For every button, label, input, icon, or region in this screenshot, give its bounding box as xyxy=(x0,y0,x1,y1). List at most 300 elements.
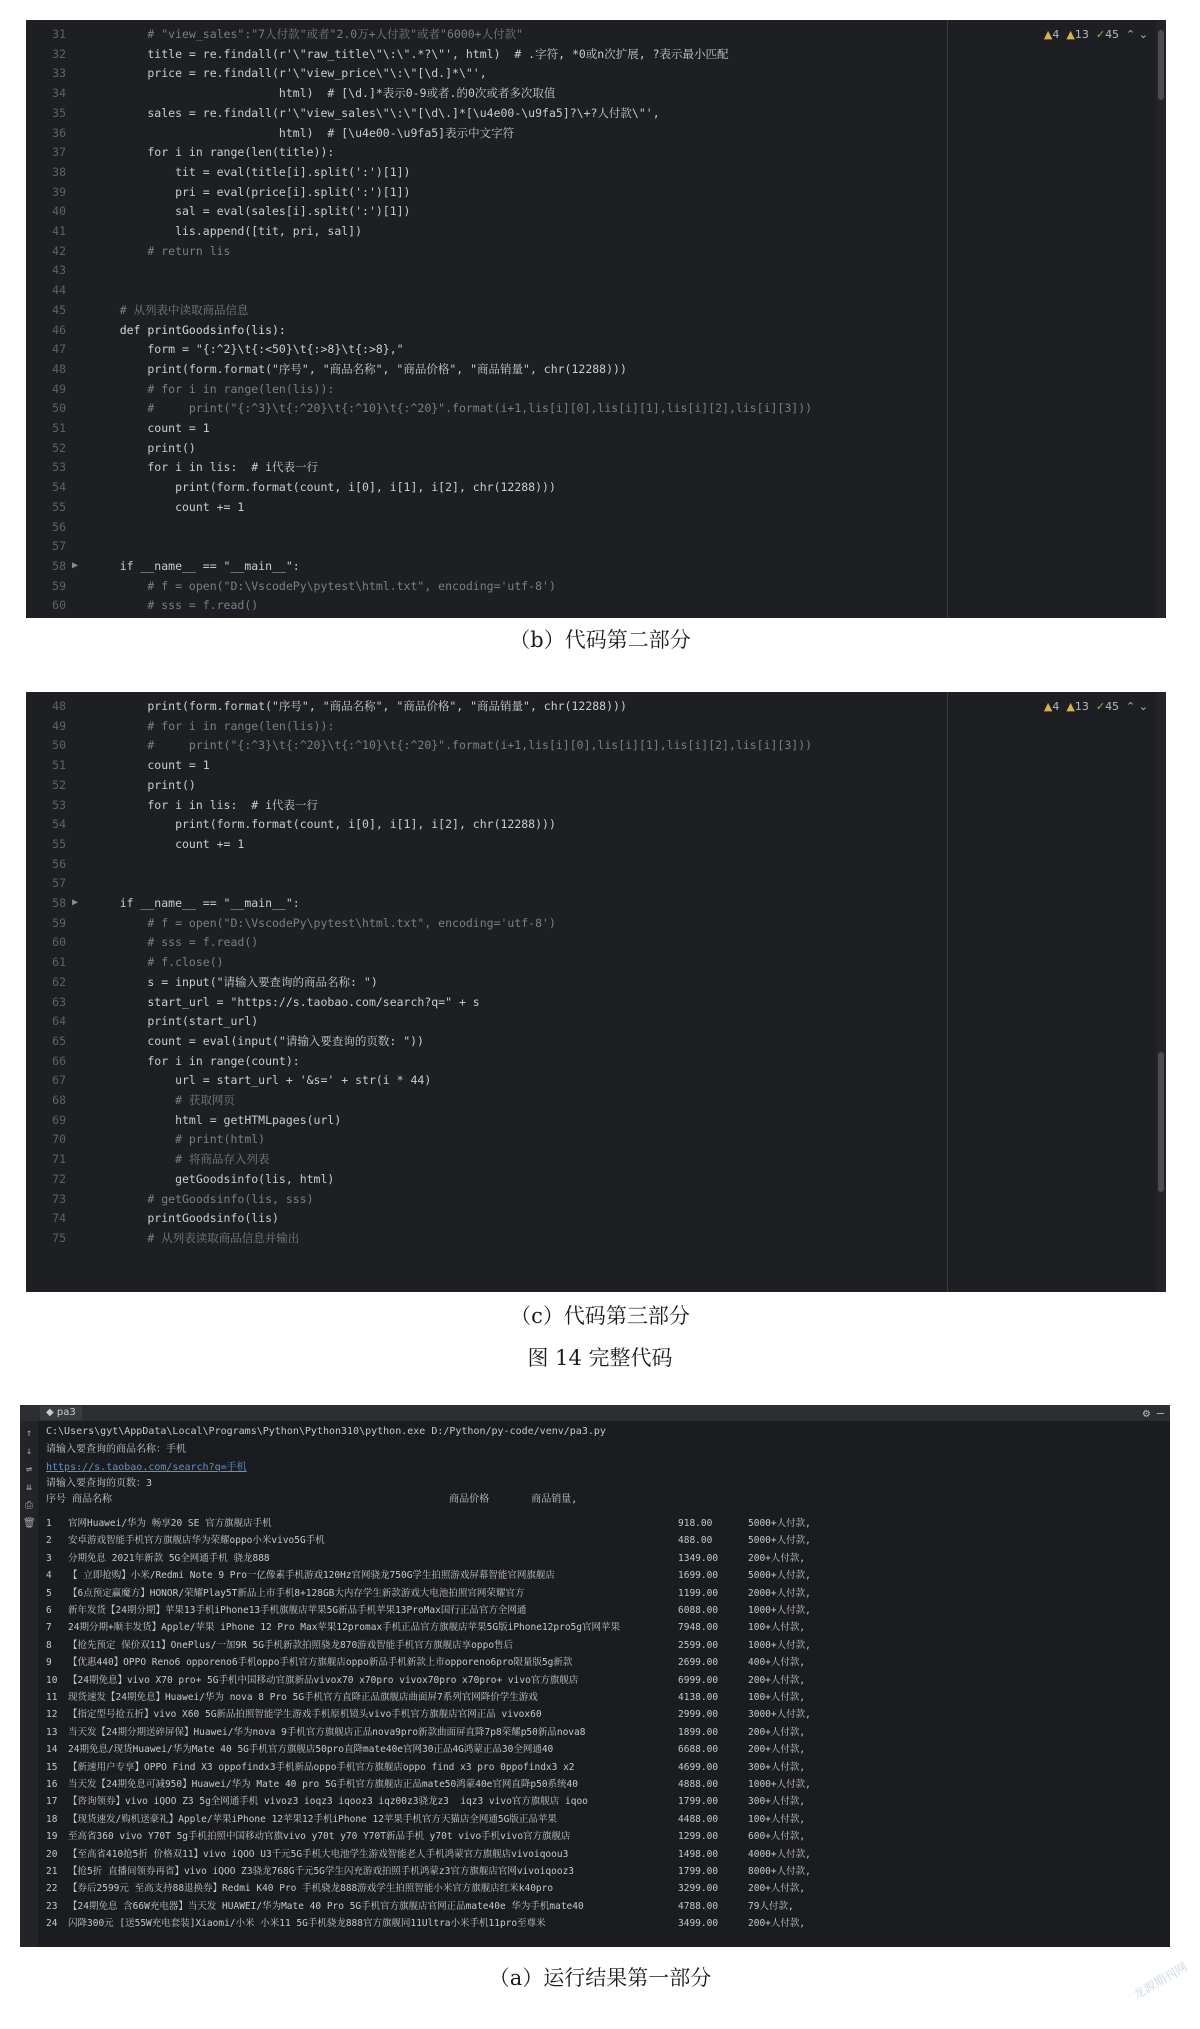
result-n: 19 xyxy=(46,1831,58,1843)
line-number: 31 xyxy=(52,27,66,41)
line-number: 58 xyxy=(52,896,66,910)
line-number: 37 xyxy=(52,145,66,160)
code-text: for i in range(count): xyxy=(92,1053,300,1068)
code-line[interactable] xyxy=(26,182,1166,202)
code-line[interactable] xyxy=(26,142,1166,162)
result-n: 24 xyxy=(46,1918,58,1930)
result-sales: 100+人付款, xyxy=(748,1692,806,1703)
result-row xyxy=(46,1639,811,1653)
result-sales: 2000+人付款, xyxy=(748,1587,811,1599)
console-prompt-name: 请输入要查询的商品名称：手机 xyxy=(46,1444,186,1455)
trash-icon[interactable]: 🗑 xyxy=(23,1518,36,1529)
code-line[interactable] xyxy=(26,755,1166,775)
result-sales: 3000+人付款, xyxy=(748,1709,811,1721)
code-text: # 从列表读取商品信息并输出 xyxy=(92,1230,300,1245)
inspection-widget[interactable] xyxy=(1044,700,1148,713)
result-name: 【现货速发/购机送豪礼】Apple/苹果iPhone 12苹果12手机iPhone 12苹果手机官方天猫店全网通5G版正品苹果 xyxy=(68,1813,557,1825)
code-line[interactable] xyxy=(26,260,1166,280)
code-line[interactable] xyxy=(26,1090,1166,1110)
result-price: 4138.00 xyxy=(678,1692,719,1703)
code-text: # sss = f.read() xyxy=(92,598,259,613)
result-sales: 1000+人付款, xyxy=(748,1605,811,1616)
line-number: 59 xyxy=(52,578,66,593)
result-row xyxy=(46,1587,811,1601)
result-sales: 300+人付款, xyxy=(748,1761,806,1773)
code-line[interactable] xyxy=(26,1189,1166,1209)
ok-count: 45 xyxy=(1105,700,1120,713)
run-gutter-icon[interactable]: ▶ xyxy=(72,897,79,908)
code-line[interactable] xyxy=(26,477,1166,497)
minimize-icon[interactable]: — xyxy=(1156,1406,1164,1420)
result-price: 4699.00 xyxy=(678,1761,719,1773)
code-text: # 将商品存入列表 xyxy=(92,1152,270,1167)
code-line[interactable] xyxy=(26,1070,1166,1090)
result-row xyxy=(46,1743,805,1757)
code-text: count += 1 xyxy=(92,836,245,851)
result-sales: 300+人付款, xyxy=(748,1796,806,1808)
result-sales: 79人付款, xyxy=(748,1900,794,1912)
result-n: 9 xyxy=(46,1657,52,1669)
line-number: 38 xyxy=(52,164,66,179)
line-number: 48 xyxy=(52,361,66,376)
code-line[interactable] xyxy=(26,1051,1166,1071)
code-text: # print(html) xyxy=(92,1132,266,1147)
result-sales: 200+人付款, xyxy=(748,1552,806,1564)
code-text: # for i in range(len(lis)): xyxy=(92,718,335,733)
code-line[interactable] xyxy=(26,379,1166,399)
code-line[interactable] xyxy=(26,556,1166,576)
line-number: 32 xyxy=(52,46,66,61)
result-n: 12 xyxy=(46,1709,58,1721)
code-text: print() xyxy=(92,777,196,792)
result-name: 当天发【24期免息可减950】Huawei/华为 Mate 40 pro 5G手机官方旗舰店正品mate50鸿蒙40e官网直降p50系统40 xyxy=(68,1779,578,1790)
line-number: 33 xyxy=(52,66,66,81)
code-text: # sss = f.read() xyxy=(92,935,259,950)
code-text: # 从列表中读取商品信息 xyxy=(92,302,249,317)
warning-icon: ▲ xyxy=(1043,700,1053,713)
caption-b: （b）代码第二部分 xyxy=(509,628,691,652)
result-n: 21 xyxy=(46,1866,58,1877)
result-n: 18 xyxy=(46,1813,58,1825)
line-number: 62 xyxy=(52,974,66,989)
result-name: 24期免息/现货Huawei/华为Mate 40 5G手机官方旗舰店50pro直降mate40e官网30正品4G鸿蒙正品30全网通40 xyxy=(68,1744,554,1756)
code-line[interactable] xyxy=(26,873,1166,893)
code-line[interactable] xyxy=(26,1208,1166,1228)
editor-area[interactable] xyxy=(26,692,1166,1292)
warning-icon: ▲ xyxy=(1043,28,1053,41)
right-margin-guide xyxy=(947,692,948,1292)
result-n: 1 xyxy=(46,1518,52,1529)
code-text: printGoodsinfo(lis) xyxy=(92,1211,279,1226)
result-n: 7 xyxy=(46,1622,52,1634)
result-name: 【 立即抢购】小米/Redmi Note 9 Pro一亿像素手机游戏120Hz官网骁龙750G学生拍照游戏屏幕智能官网旗舰店 xyxy=(68,1570,555,1582)
line-number: 74 xyxy=(52,1211,66,1226)
result-row xyxy=(46,1778,811,1792)
line-number: 48 xyxy=(52,699,66,713)
code-text: print(start_url) xyxy=(92,1014,259,1029)
arrow-down-icon[interactable]: ↓ xyxy=(25,1446,33,1457)
code-text: # f.close() xyxy=(92,955,224,970)
code-text: # return lis xyxy=(92,243,231,258)
code-line[interactable] xyxy=(26,103,1166,123)
line-number: 45 xyxy=(52,302,66,317)
line-number: 55 xyxy=(52,836,66,851)
code-line[interactable] xyxy=(26,716,1166,736)
code-line[interactable] xyxy=(26,1169,1166,1189)
result-row xyxy=(46,1813,805,1827)
result-name: 【24期免息】vivo X70 pro+ 5G手机中国移动官旗新品vivox70 x70pro vivox70pro x70pro+ vivo官方旗舰店 xyxy=(68,1674,579,1686)
code-text: print(form.format("序号", "商品名称", "商品价格", "商品销量", chr(12288))) xyxy=(92,699,627,713)
result-row xyxy=(46,1830,805,1844)
result-price: 6088.00 xyxy=(678,1605,719,1616)
code-text: count = eval(input("请输入要查询的页数: ")) xyxy=(92,1033,424,1048)
code-line[interactable] xyxy=(26,972,1166,992)
result-price: 1349.00 xyxy=(678,1552,719,1564)
line-number: 64 xyxy=(52,1014,66,1029)
run-console[interactable] xyxy=(20,1405,1170,1947)
result-sales: 1000+人付款, xyxy=(748,1779,811,1790)
line-number: 42 xyxy=(52,243,66,258)
code-text: # for i in range(len(lis)): xyxy=(92,381,335,396)
code-line[interactable] xyxy=(26,696,1166,716)
code-text: html = getHTMLpages(url) xyxy=(92,1112,342,1127)
caption-c: （c）代码第三部分 xyxy=(510,1304,690,1328)
result-sales: 8000+人付款, xyxy=(748,1866,811,1877)
result-sales: 200+人付款, xyxy=(748,1744,806,1756)
result-n: 2 xyxy=(46,1535,52,1547)
code-line[interactable] xyxy=(26,83,1166,103)
code-text: # f = open("D:\VscodePy\pytest\html.txt", encoding='utf-8') xyxy=(92,915,556,930)
line-number: 57 xyxy=(52,876,66,891)
chevron-up-icon[interactable]: ⌃ xyxy=(1122,700,1136,713)
code-line[interactable] xyxy=(26,735,1166,755)
result-row xyxy=(46,1761,805,1775)
code-text: sales = re.findall(r'\"view_sales\"\:\"[\d\.]*[\u4e00-\u9fa5]?\+?人付款\"', xyxy=(92,105,660,120)
line-number: 66 xyxy=(52,1053,66,1068)
watermark: 龙源期刊网 xyxy=(1130,1959,1190,2002)
code-line[interactable] xyxy=(26,123,1166,143)
result-name: 【6点预定赢魔方】HONOR/荣耀Play5T新品上市手机8+128GB大内存学生新款游戏大电池拍照官网荣耀官方 xyxy=(68,1587,525,1599)
code-line[interactable] xyxy=(26,162,1166,182)
result-row xyxy=(46,1795,805,1809)
result-n: 14 xyxy=(46,1744,58,1756)
line-number: 69 xyxy=(52,1112,66,1127)
result-name: 【券后2599元 至高支持88退换券】Redmi K40 Pro 手机骁龙888游戏学生拍照智能小米官方旗舰店红米k40pro xyxy=(68,1883,554,1895)
code-text: pri = eval(price[i].split(':')[1]) xyxy=(92,184,411,199)
run-toolbar xyxy=(20,1421,38,1947)
code-line[interactable] xyxy=(26,201,1166,221)
result-name: 【24期免息 含66W充电器】当天发 HUAWEI/华为Mate 40 Pro 5G手机官方旗舰店官网正品mate40e 华为手机mate40 xyxy=(68,1900,584,1912)
code-text: tit = eval(title[i].split(':')[1]) xyxy=(92,164,411,179)
code-line[interactable] xyxy=(26,1129,1166,1149)
line-number: 53 xyxy=(52,797,66,812)
result-price: 3299.00 xyxy=(678,1883,719,1895)
weak-warning-count: 13 xyxy=(1074,28,1089,41)
result-row xyxy=(46,1726,805,1740)
line-number: 43 xyxy=(52,263,66,278)
result-row xyxy=(46,1848,811,1862)
result-sales: 4000+人付款, xyxy=(748,1848,811,1860)
line-number: 56 xyxy=(52,856,66,871)
code-line[interactable] xyxy=(26,1110,1166,1130)
result-sales: 200+人付款, xyxy=(748,1726,806,1738)
code-text: print(form.format(count, i[0], i[1], i[2], chr(12288))) xyxy=(92,817,556,832)
result-name: 闪降300元 [送55W充电套装]Xiaomi/小米 小米11 5G手机骁龙888官方旗舰同11Ultra小米手机11pro至尊米 xyxy=(68,1918,546,1930)
code-text: for i in lis: # i代表一行 xyxy=(92,460,319,475)
line-number: 51 xyxy=(52,421,66,435)
run-gutter-icon[interactable]: ▶ xyxy=(72,559,79,571)
python-icon: ◆ xyxy=(46,1407,57,1418)
result-name: 【新速用户专享】OPPO Find X3 oppofindx3手机新品oppo手机官方旗舰店oppo find x3 pro 0ppofindx3 x2 xyxy=(68,1761,575,1773)
figure-caption: 图 14 完整代码 xyxy=(527,1346,673,1370)
line-number: 36 xyxy=(52,125,66,140)
result-n: 5 xyxy=(46,1587,52,1599)
run-tab-bar xyxy=(20,1405,1170,1421)
code-text: # "view_sales":"7人付款"或者"2.0万+人付款"或者"6000+人付款" xyxy=(92,27,524,41)
code-line[interactable] xyxy=(26,517,1166,537)
scrollbar-thumb[interactable] xyxy=(1158,1052,1164,1192)
code-line[interactable] xyxy=(26,1228,1166,1248)
code-line[interactable] xyxy=(26,854,1166,874)
result-sales: 100+人付款, xyxy=(748,1813,806,1825)
code-text: def printGoodsinfo(lis): xyxy=(92,322,286,337)
line-number: 59 xyxy=(52,915,66,930)
result-n: 16 xyxy=(46,1779,58,1790)
code-text: price = re.findall(r'\"view_price\"\:\"[\d.]*\"', xyxy=(92,66,487,81)
line-number: 60 xyxy=(52,598,66,613)
code-line[interactable] xyxy=(26,932,1166,952)
result-row xyxy=(46,1604,811,1618)
line-number: 49 xyxy=(52,381,66,396)
code-line[interactable] xyxy=(26,320,1166,340)
result-row xyxy=(46,1674,805,1688)
result-name: 【抢5折 直播间领券再省】vivo iQOO Z3骁龙768G千元5G学生闪充游戏拍照手机鸿蒙z3官方旗舰店官网vivoiqooz3 xyxy=(68,1866,575,1877)
result-price: 7948.00 xyxy=(678,1622,719,1634)
line-number: 70 xyxy=(52,1132,66,1147)
console-url-link[interactable]: https://s.taobao.com/search?q=手机 xyxy=(46,1462,247,1473)
code-line[interactable] xyxy=(26,359,1166,379)
code-text: url = start_url + '&s=' + str(i * 44) xyxy=(92,1073,432,1088)
line-number: 52 xyxy=(52,777,66,792)
result-name: 安卓游戏智能手机官方旗舰店华为荣耀oppo小米vivo5G手机 xyxy=(68,1535,325,1547)
result-n: 4 xyxy=(46,1570,52,1582)
chevron-down-icon[interactable]: ⌄ xyxy=(1138,28,1148,41)
code-line[interactable] xyxy=(26,63,1166,83)
result-price: 1498.00 xyxy=(678,1848,719,1860)
line-number: 46 xyxy=(52,322,66,337)
code-text: for i in lis: # i代表一行 xyxy=(92,797,319,812)
result-name: 官网Huawei/华为 畅享20 SE 官方旗舰店手机 xyxy=(68,1518,272,1529)
result-price: 4788.00 xyxy=(678,1900,719,1912)
result-row xyxy=(46,1691,805,1705)
line-number: 54 xyxy=(52,817,66,832)
result-price: 4488.00 xyxy=(678,1813,719,1825)
result-name: 【抢先预定 保价双11】OnePlus/一加9R 5G手机新款拍照骁龙870游戏智能手机官方旗舰店享oppo售后 xyxy=(68,1639,514,1651)
code-line[interactable] xyxy=(26,1149,1166,1169)
code-text: form = "{:^2}\t{:<50}\t{:>8}\t{:>8}," xyxy=(92,342,404,357)
result-price: 2999.00 xyxy=(678,1709,719,1721)
result-row xyxy=(46,1917,805,1931)
code-line[interactable] xyxy=(26,438,1166,458)
result-price: 1699.00 xyxy=(678,1570,719,1582)
line-number: 55 xyxy=(52,499,66,514)
warning-count: 4 xyxy=(1052,28,1060,41)
code-line[interactable] xyxy=(26,300,1166,320)
code-line[interactable] xyxy=(26,536,1166,556)
code-line[interactable] xyxy=(26,418,1166,438)
result-sales: 100+人付款, xyxy=(748,1622,806,1634)
result-sales: 200+人付款, xyxy=(748,1674,806,1686)
code-text: count = 1 xyxy=(92,421,210,435)
soft-wrap-icon[interactable]: ⇌ xyxy=(25,1464,33,1475)
code-text: print(form.format("序号", "商品名称", "商品价格", "商品销量", chr(12288))) xyxy=(92,361,627,376)
line-number: 44 xyxy=(52,283,66,298)
console-prompt-pages: 请输入要查询的页数：3 xyxy=(46,1478,153,1489)
result-sales: 200+人付款, xyxy=(748,1883,806,1895)
result-name: 现货速发【24期免息】Huawei/华为 nova 8 Pro 5G手机官方直降正品旗舰店曲面屏7系列官网降价学生游戏 xyxy=(68,1692,538,1703)
typo-check-icon: ✓ xyxy=(1092,28,1106,41)
result-row xyxy=(46,1569,811,1583)
result-sales: 600+人付款, xyxy=(748,1831,806,1843)
code-text: # getGoodsinfo(lis, sss) xyxy=(92,1191,314,1206)
line-number: 57 xyxy=(52,539,66,554)
result-n: 13 xyxy=(46,1726,58,1738)
code-line[interactable] xyxy=(26,913,1166,933)
inspection-widget[interactable] xyxy=(1044,28,1148,41)
code-editor-part3[interactable] xyxy=(26,692,1166,1292)
vertical-scrollbar[interactable] xyxy=(1156,692,1166,1292)
line-number: 68 xyxy=(52,1093,66,1107)
code-line[interactable] xyxy=(26,497,1166,517)
line-number: 51 xyxy=(52,758,66,773)
code-line[interactable] xyxy=(26,339,1166,359)
line-number: 72 xyxy=(52,1171,66,1186)
right-margin-guide xyxy=(947,20,948,618)
print-icon[interactable]: ⎙ xyxy=(25,1500,33,1511)
result-price: 918.00 xyxy=(678,1518,713,1529)
line-number: 41 xyxy=(52,224,66,238)
result-price: 1199.00 xyxy=(678,1587,719,1599)
code-line[interactable] xyxy=(26,221,1166,241)
line-number: 67 xyxy=(52,1073,66,1088)
code-text: # 获取网页 xyxy=(92,1093,235,1107)
line-number: 53 xyxy=(52,460,66,475)
result-name: 分期免息 2021年新款 5G全网通手机 骁龙888 xyxy=(68,1552,270,1564)
code-line[interactable] xyxy=(26,457,1166,477)
code-line[interactable] xyxy=(26,1011,1166,1031)
result-n: 22 xyxy=(46,1883,58,1895)
code-text: count = 1 xyxy=(92,758,210,773)
code-line[interactable] xyxy=(26,952,1166,972)
line-number: 50 xyxy=(52,401,66,416)
result-price: 2599.00 xyxy=(678,1639,719,1651)
code-line[interactable] xyxy=(26,992,1166,1012)
result-price: 4888.00 xyxy=(678,1779,719,1790)
gear-icon[interactable]: ⚙ xyxy=(1142,1406,1150,1420)
line-number: 65 xyxy=(52,1033,66,1048)
result-name: 24期分期+顺丰发货】Apple/苹果 iPhone 12 Pro Max苹果12promax手机正品官方旗舰店苹果5G版iPhone12pro5g官网苹果 xyxy=(68,1622,620,1634)
result-sales: 1000+人付款, xyxy=(748,1639,811,1651)
code-text: print() xyxy=(92,440,196,455)
vertical-scrollbar[interactable] xyxy=(1156,20,1166,618)
line-number: 52 xyxy=(52,440,66,455)
result-name: 【指定型号抢五折】vivo X60 5G新品拍照智能学生游戏手机原机镜头vivo手机官方旗舰店官网正品 vivox60 xyxy=(68,1709,542,1721)
line-number: 54 xyxy=(52,480,66,495)
result-row xyxy=(46,1708,811,1722)
result-sales: 200+人付款, xyxy=(748,1918,806,1930)
line-number: 50 xyxy=(52,738,66,753)
line-number: 71 xyxy=(52,1152,66,1167)
code-text: if __name__ == "__main__": xyxy=(92,558,300,573)
result-price: 2699.00 xyxy=(678,1657,719,1669)
result-price: 6688.00 xyxy=(678,1744,719,1756)
chevron-down-icon[interactable]: ⌄ xyxy=(1138,700,1148,713)
result-sales: 5000+人付款, xyxy=(748,1570,811,1582)
arrow-up-icon[interactable]: ↑ xyxy=(25,1428,33,1439)
code-line[interactable] xyxy=(26,576,1166,596)
result-row xyxy=(46,1865,811,1879)
line-number: 61 xyxy=(52,955,66,970)
result-price: 1299.00 xyxy=(678,1831,719,1843)
result-name: 【优惠440】OPPO Reno6 opporeno6手机oppo手机官方旗舰店oppo新品手机新款上市opporeno6pro限量版5g新款 xyxy=(68,1657,573,1669)
caption-a: （a）运行结果第一部分 xyxy=(488,1966,712,1990)
code-line[interactable] xyxy=(26,795,1166,815)
result-sales: 5000+人付款, xyxy=(748,1535,811,1547)
code-line[interactable] xyxy=(26,893,1166,913)
chevron-up-icon[interactable]: ⌃ xyxy=(1122,28,1136,41)
result-row xyxy=(46,1517,811,1531)
result-name: 当天发【24期分期送碎屏保】Huawei/华为nova 9手机官方旗舰店正品nova9pro新款曲面屏直降7p8荣耀p50新品nova8 xyxy=(68,1726,586,1738)
ok-count: 45 xyxy=(1105,28,1120,41)
result-sales: 5000+人付款, xyxy=(748,1518,811,1529)
weak-warning-icon: ▲ xyxy=(1062,28,1075,41)
code-line[interactable] xyxy=(26,814,1166,834)
code-line[interactable] xyxy=(26,834,1166,854)
console-table-header: 序号 商品名称 商品价格 商品销量, xyxy=(46,1494,578,1505)
code-line[interactable] xyxy=(26,280,1166,300)
code-line[interactable] xyxy=(26,775,1166,795)
result-n: 10 xyxy=(46,1674,58,1686)
code-line[interactable] xyxy=(26,24,1166,44)
code-text: # f = open("D:\VscodePy\pytest\html.txt", encoding='utf-8') xyxy=(92,578,556,593)
code-line[interactable] xyxy=(26,44,1166,64)
code-text: for i in range(len(title)): xyxy=(92,145,335,160)
code-line[interactable] xyxy=(26,241,1166,261)
scrollbar-thumb[interactable] xyxy=(1158,30,1164,100)
code-line[interactable] xyxy=(26,595,1166,615)
scroll-to-end-icon[interactable]: ⇊ xyxy=(25,1482,33,1493)
code-text: title = re.findall(r'\"raw_title\"\:\".*?\"', html) # .字符, *0或n次扩展, ?表示最小匹配 xyxy=(92,46,729,61)
code-text: print(form.format(count, i[0], i[1], i[2], chr(12288))) xyxy=(92,480,556,495)
typo-check-icon: ✓ xyxy=(1092,700,1106,713)
result-n: 11 xyxy=(46,1692,58,1703)
code-line[interactable] xyxy=(26,1031,1166,1051)
editor-area[interactable] xyxy=(26,20,1166,618)
run-tab-pa3[interactable] xyxy=(40,1406,82,1420)
line-number: 40 xyxy=(52,204,66,219)
code-text: s = input("请输入要查询的商品名称: ") xyxy=(92,974,378,989)
code-line[interactable] xyxy=(26,398,1166,418)
code-text: getGoodsinfo(lis, html) xyxy=(92,1171,335,1186)
result-n: 15 xyxy=(46,1761,58,1773)
result-row xyxy=(46,1656,805,1670)
code-text: if __name__ == "__main__": xyxy=(92,896,300,910)
result-n: 20 xyxy=(46,1848,58,1860)
warning-count: 4 xyxy=(1052,700,1060,713)
code-editor-part2[interactable] xyxy=(26,20,1166,618)
run-tab-label: pa3 xyxy=(56,1407,76,1418)
result-name: 【咨询领券】vivo iQOO Z3 5g全网通手机 vivoz3 ioqz3 iqooz3 iqz00z3骁龙z3 iqz3 vivo官方旗舰店 iqoo xyxy=(68,1796,588,1808)
